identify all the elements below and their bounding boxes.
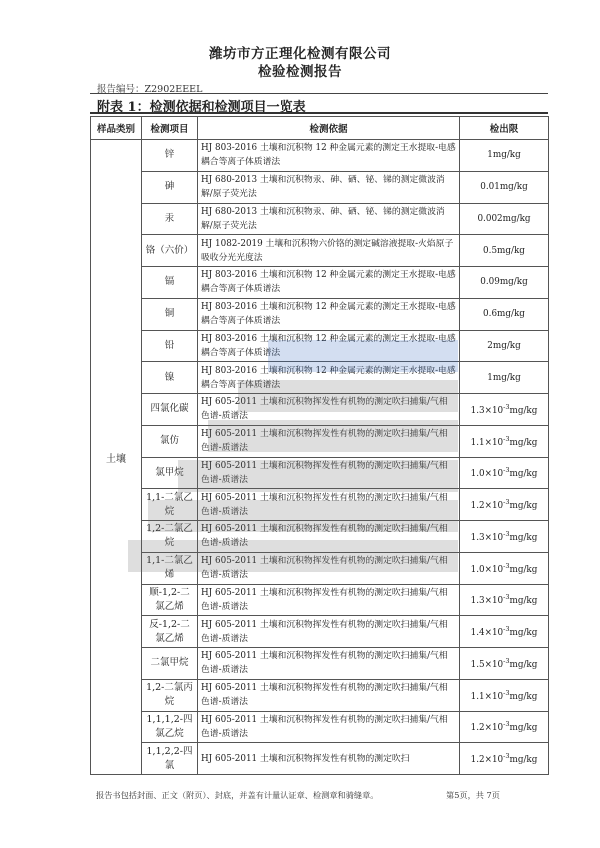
detection-limit-cell: 0.09mg/kg bbox=[460, 267, 549, 299]
detection-limit-cell bbox=[460, 394, 549, 426]
limit-exponent: -3 bbox=[503, 529, 510, 538]
test-item-cell: 汞 bbox=[142, 203, 198, 235]
limit-base: 1.2×10 bbox=[470, 723, 504, 734]
test-basis-cell: HJ 803-2016 土壤和沉积物 12 种金属元素的测定王水提取-电感耦合等离子体质谱法 bbox=[198, 362, 460, 394]
limit-base: 1.0×10 bbox=[470, 469, 504, 480]
table-header-row bbox=[91, 117, 549, 140]
test-basis-cell: HJ 803-2016 土壤和沉积物 12 种金属元素的测定王水提取-电感耦合等离子体质谱法 bbox=[198, 267, 460, 299]
test-basis-cell: HJ 605-2011 土壤和沉积物挥发性有机物的测定吹扫捕集/气相色谱-质谱法 bbox=[198, 711, 460, 743]
test-item-cell: 1,2-二氯丙烷 bbox=[142, 679, 198, 711]
test-item-cell: 铅 bbox=[142, 330, 198, 362]
test-item-cell: 反-1,2-二氯乙烯 bbox=[142, 616, 198, 648]
table-row bbox=[91, 457, 549, 489]
test-basis-cell: HJ 605-2011 土壤和沉积物挥发性有机物的测定吹扫捕集/气相色谱-质谱法 bbox=[198, 457, 460, 489]
limit-unit: mg/kg bbox=[509, 628, 538, 639]
detection-limit-cell: 0.002mg/kg bbox=[460, 203, 549, 235]
detection-limit-cell: 1mg/kg bbox=[460, 362, 549, 394]
appendix-rule bbox=[90, 112, 548, 114]
test-basis-cell: HJ 605-2011 土壤和沉积物挥发性有机物的测定吹扫 bbox=[198, 743, 460, 775]
test-item-cell: 1,1-二氯乙烷 bbox=[142, 489, 198, 521]
table-row bbox=[91, 425, 549, 457]
table-row bbox=[91, 171, 549, 203]
limit-base: 1.3×10 bbox=[470, 532, 504, 543]
limit-unit: mg/kg bbox=[509, 437, 538, 448]
test-basis-cell: HJ 605-2011 土壤和沉积物挥发性有机物的测定吹扫捕集/气相色谱-质谱法 bbox=[198, 489, 460, 521]
limit-unit: mg/kg bbox=[509, 723, 538, 734]
limit-exponent: -3 bbox=[503, 498, 510, 507]
test-item-cell: 1,1,2,2-四氯 bbox=[142, 743, 198, 775]
test-basis-cell: HJ 680-2013 土壤和沉积物汞、砷、硒、铋、锑的测定微波消解/原子荧光法 bbox=[198, 203, 460, 235]
limit-exponent: -3 bbox=[503, 434, 510, 443]
report-number: 报告编号：Z2902EEEL bbox=[97, 84, 203, 95]
company-name: 潍坊市方正理化检测有限公司 bbox=[209, 46, 391, 62]
detection-limit-cell: 0.01mg/kg bbox=[460, 171, 549, 203]
limit-base: 1.5×10 bbox=[470, 659, 504, 670]
table-row bbox=[91, 235, 549, 267]
table-body bbox=[91, 140, 549, 775]
appendix-title: 附表 1：检测依据和检测项目一览表 bbox=[97, 100, 306, 115]
table-row bbox=[91, 140, 549, 172]
table-row bbox=[91, 203, 549, 235]
detection-limit-cell bbox=[460, 552, 549, 584]
test-basis-cell: HJ 605-2011 土壤和沉积物挥发性有机物的测定吹扫捕集/气相色谱-质谱法 bbox=[198, 616, 460, 648]
table-row bbox=[91, 584, 549, 616]
limit-base: 1.1×10 bbox=[470, 691, 504, 702]
test-basis-cell: HJ 605-2011 土壤和沉积物挥发性有机物的测定吹扫捕集/气相色谱-质谱法 bbox=[198, 648, 460, 680]
sample-category-cell: 土壤 bbox=[91, 140, 142, 775]
column-header-item: 检测项目 bbox=[142, 117, 198, 140]
limit-exponent: -3 bbox=[503, 466, 510, 475]
detection-limit-cell bbox=[460, 648, 549, 680]
detection-limit-cell bbox=[460, 457, 549, 489]
limit-base: 1.3×10 bbox=[470, 405, 504, 416]
limit-unit: mg/kg bbox=[509, 405, 538, 416]
detection-limit-cell bbox=[460, 743, 549, 775]
detection-limit-cell bbox=[460, 711, 549, 743]
limit-unit: mg/kg bbox=[509, 532, 538, 543]
footer-note: 报告书包括封面、正文（附页）、封底，并盖有计量认证章、检测章和骑缝章。 bbox=[96, 790, 379, 800]
detection-limit-cell bbox=[460, 489, 549, 521]
limit-base: 1.4×10 bbox=[470, 628, 504, 639]
test-basis-cell: HJ 1082-2019 土壤和沉积物六价铬的测定碱溶液提取-火焰原子吸收分光光度法 bbox=[198, 235, 460, 267]
column-header-limit: 检出限 bbox=[460, 117, 549, 140]
table-row bbox=[91, 616, 549, 648]
limit-unit: mg/kg bbox=[509, 596, 538, 607]
test-item-cell: 氯甲烷 bbox=[142, 457, 198, 489]
test-item-cell: 四氯化碳 bbox=[142, 394, 198, 426]
test-item-cell: 砷 bbox=[142, 171, 198, 203]
test-basis-cell: HJ 605-2011 土壤和沉积物挥发性有机物的测定吹扫捕集/气相色谱-质谱法 bbox=[198, 552, 460, 584]
limit-unit: mg/kg bbox=[509, 755, 538, 766]
test-item-cell: 铜 bbox=[142, 298, 198, 330]
limit-base: 1.1×10 bbox=[470, 437, 504, 448]
limit-unit: mg/kg bbox=[509, 564, 538, 575]
test-basis-table bbox=[90, 116, 549, 775]
test-item-cell: 镉 bbox=[142, 267, 198, 299]
table-row bbox=[91, 298, 549, 330]
table-row bbox=[91, 489, 549, 521]
test-basis-cell: HJ 803-2016 土壤和沉积物 12 种金属元素的测定王水提取-电感耦合等离子体质谱法 bbox=[198, 330, 460, 362]
table-row bbox=[91, 362, 549, 394]
test-item-cell: 二氯甲烷 bbox=[142, 648, 198, 680]
detection-limit-cell bbox=[460, 521, 549, 553]
test-item-cell: 1,2-二氯乙烷 bbox=[142, 521, 198, 553]
limit-base: 1.3×10 bbox=[470, 596, 504, 607]
test-item-cell: 铬（六价） bbox=[142, 235, 198, 267]
limit-exponent: -3 bbox=[503, 752, 510, 761]
table-row bbox=[91, 521, 549, 553]
column-header-category: 样品类别 bbox=[91, 117, 142, 140]
detection-limit-cell: 1mg/kg bbox=[460, 140, 549, 172]
limit-base: 1.2×10 bbox=[470, 755, 504, 766]
table-row bbox=[91, 648, 549, 680]
test-item-cell: 1,1-二氯乙烯 bbox=[142, 552, 198, 584]
test-basis-cell: HJ 605-2011 土壤和沉积物挥发性有机物的测定吹扫捕集/气相色谱-质谱法 bbox=[198, 521, 460, 553]
report-title: 检验检测报告 bbox=[258, 64, 342, 80]
limit-exponent: -3 bbox=[503, 688, 510, 697]
limit-exponent: -3 bbox=[503, 625, 510, 634]
table-row bbox=[91, 552, 549, 584]
test-basis-cell: HJ 605-2011 土壤和沉积物挥发性有机物的测定吹扫捕集/气相色谱-质谱法 bbox=[198, 584, 460, 616]
test-basis-cell: HJ 605-2011 土壤和沉积物挥发性有机物的测定吹扫捕集/气相色谱-质谱法 bbox=[198, 679, 460, 711]
test-item-cell: 镍 bbox=[142, 362, 198, 394]
table-row bbox=[91, 330, 549, 362]
test-basis-cell: HJ 605-2011 土壤和沉积物挥发性有机物的测定吹扫捕集/气相色谱-质谱法 bbox=[198, 425, 460, 457]
header-rule bbox=[90, 93, 548, 94]
detection-limit-cell bbox=[460, 679, 549, 711]
limit-exponent: -3 bbox=[503, 561, 510, 570]
limit-unit: mg/kg bbox=[509, 691, 538, 702]
detection-limit-cell bbox=[460, 616, 549, 648]
detection-limit-cell bbox=[460, 425, 549, 457]
test-basis-cell: HJ 803-2016 土壤和沉积物 12 种金属元素的测定王水提取-电感耦合等离子体质谱法 bbox=[198, 298, 460, 330]
test-item-cell: 锌 bbox=[142, 140, 198, 172]
table-row bbox=[91, 267, 549, 299]
limit-exponent: -3 bbox=[503, 720, 510, 729]
table-row bbox=[91, 743, 549, 775]
table-row bbox=[91, 711, 549, 743]
detection-limit-cell: 2mg/kg bbox=[460, 330, 549, 362]
test-basis-cell: HJ 803-2016 土壤和沉积物 12 种金属元素的测定王水提取-电感耦合等离子体质谱法 bbox=[198, 140, 460, 172]
test-item-cell: 氯仿 bbox=[142, 425, 198, 457]
test-item-cell: 1,1,1,2-四氯乙烷 bbox=[142, 711, 198, 743]
table-row bbox=[91, 394, 549, 426]
limit-exponent: -3 bbox=[503, 656, 510, 665]
table-row bbox=[91, 679, 549, 711]
detection-limit-cell bbox=[460, 584, 549, 616]
page-number: 第5页，共 7页 bbox=[446, 790, 500, 800]
limit-base: 1.2×10 bbox=[470, 501, 504, 512]
test-item-cell: 顺-1,2-二氯乙烯 bbox=[142, 584, 198, 616]
limit-base: 1.0×10 bbox=[470, 564, 504, 575]
detection-limit-cell: 0.5mg/kg bbox=[460, 235, 549, 267]
limit-unit: mg/kg bbox=[509, 501, 538, 512]
test-basis-cell: HJ 605-2011 土壤和沉积物挥发性有机物的测定吹扫捕集/气相色谱-质谱法 bbox=[198, 394, 460, 426]
limit-unit: mg/kg bbox=[509, 469, 538, 480]
limit-exponent: -3 bbox=[503, 593, 510, 602]
limit-exponent: -3 bbox=[503, 402, 510, 411]
limit-unit: mg/kg bbox=[509, 659, 538, 670]
detection-limit-cell: 0.6mg/kg bbox=[460, 298, 549, 330]
test-basis-cell: HJ 680-2013 土壤和沉积物汞、砷、硒、铋、锑的测定微波消解/原子荧光法 bbox=[198, 171, 460, 203]
column-header-basis: 检测依据 bbox=[198, 117, 460, 140]
